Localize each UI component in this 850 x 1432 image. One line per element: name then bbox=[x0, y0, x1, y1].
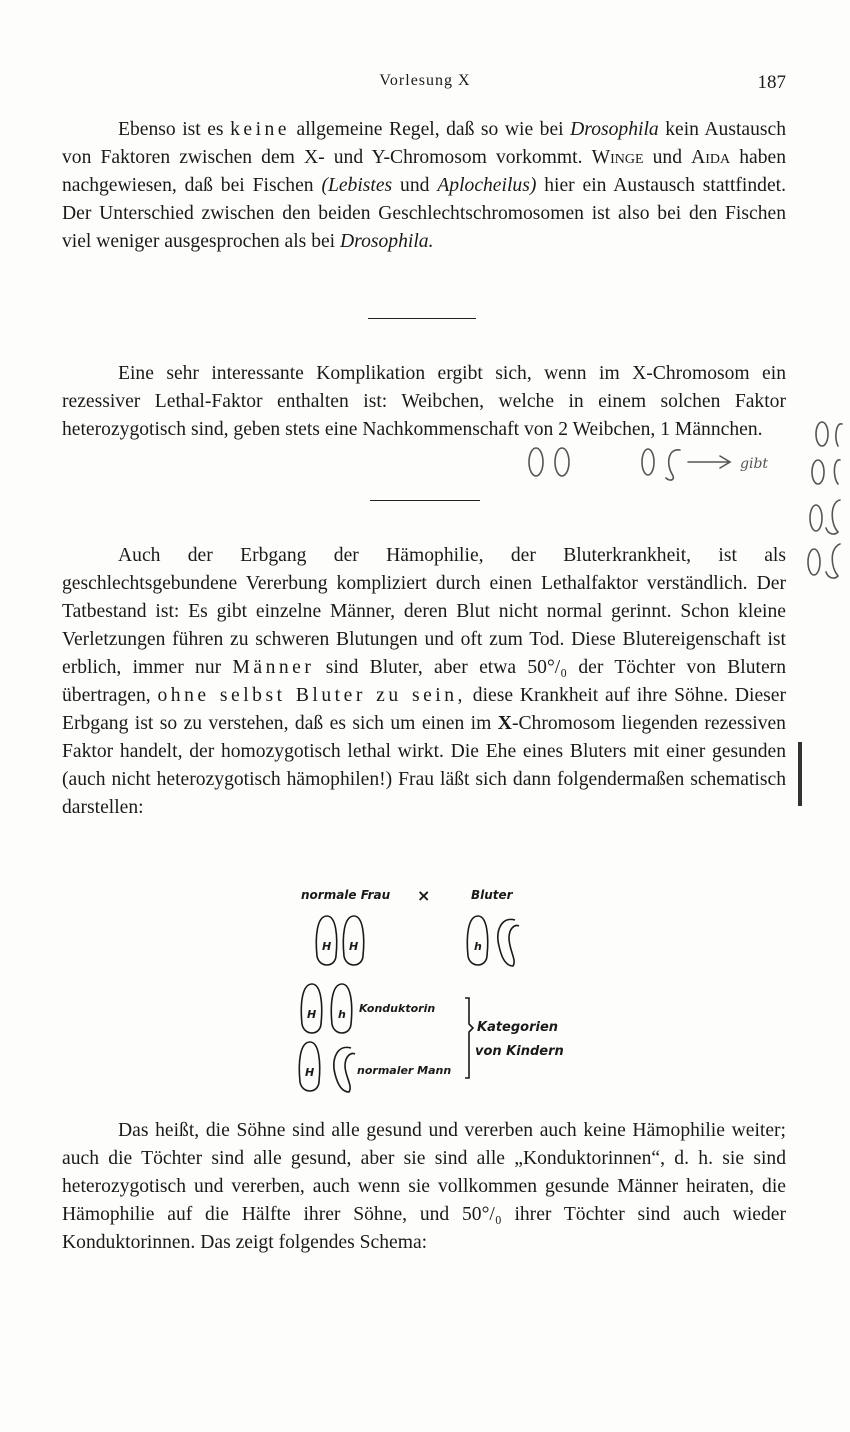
sketch-chromosome-icon bbox=[555, 448, 569, 476]
page-header bbox=[0, 72, 850, 98]
y-chromosome-icon bbox=[334, 1047, 355, 1092]
text-run: hier ein Austausch stattfindet. Der Unterschied zwischen den beiden Geschlechtschromosomen ist also bei den Fischen viel weniger ausgesprochen als bei bbox=[62, 175, 787, 252]
sketch-y-chromosome-icon bbox=[836, 424, 842, 446]
text-run: Drosophila. bbox=[340, 231, 434, 252]
sketch-y-chromosome-icon bbox=[826, 544, 840, 578]
text-run: Eine sehr interessante Komplikation ergibt sich, wenn im X-Chromosom ein rezessiver Lethal-Faktor enthalten ist: Weibchen, welche in einem solchen Faktor heterozygotisch sind, geben stets eine Nachkommenschaft von 2 Weibchen, 1 Männchen. bbox=[62, 363, 786, 440]
gene-label: H bbox=[307, 1008, 317, 1021]
sketch-y-chromosome-icon bbox=[834, 460, 840, 484]
arrow-icon bbox=[688, 456, 730, 468]
section-divider bbox=[370, 500, 480, 501]
text-run: Auch der Erbgang der Hämophilie, der Bluterkrankheit, ist als geschlechtsgebundene Vererbung kompliziert durch einen Lethalfaktor verständlich. Der Tatbestand ist: Es gibt einzelne Männer, deren Blut nicht normal gerinnt. Schon kleine Verletzungen führen zu schweren Blutungen und oft zum Tod. Diese Blutereigenschaft ist erblich, immer nur bbox=[62, 545, 786, 678]
sketch-y-chromosome-icon bbox=[666, 450, 680, 480]
inheritance-diagram bbox=[295, 880, 575, 1090]
text-run: sind Bluter, aber etwa 50°/₀ der Töchter von Blutern übertragen, bbox=[62, 657, 786, 706]
sketch-y-chromosome-icon bbox=[826, 500, 840, 534]
gene-label: h bbox=[474, 940, 482, 953]
paragraph-drosophila bbox=[62, 116, 786, 256]
text-run: -Chromosom liegenden rezessiven Faktor handelt, der homozygotisch lethal wirkt. Die Ehe eines Bluters mit einer gesunden (auch nicht heterozygotisch hämophilen!) Frau läßt sich dann folgendermaßen schematisch darstellen: bbox=[62, 713, 786, 818]
text-run: Drosophila bbox=[570, 119, 659, 140]
running-title: Vorlesung X bbox=[379, 72, 471, 89]
text-run: haben nachgewiesen, daß bei Fischen bbox=[62, 147, 787, 196]
text-run: ohne selbst Bluter zu sein, bbox=[157, 685, 466, 706]
bracket-icon bbox=[465, 998, 473, 1078]
categories-label: Kategorien bbox=[477, 1020, 559, 1035]
sketch-chromosome-icon bbox=[808, 549, 820, 575]
text-run: Das heißt, die Söhne sind alle gesund und vererben auch keine Hämophilie weiter; auch die Töchter sind alle gesund, aber sie sind alle „Konduktorinnen“, d. h. sie sind heterozygotisch und vererben, auch wenn sie vollkommen gesunde Männer heiraten, die Hämophilie auf die Hälfte ihrer Söhne, und 50°/₀ ihrer Töchter sind auch wieder Konduktorinnen. Das zeigt folgendes Schema: bbox=[62, 1120, 786, 1253]
gives-annotation: gibt bbox=[740, 456, 769, 472]
sketch-chromosome-icon bbox=[812, 460, 824, 484]
text-run: diese Krankheit auf ihre Söhne. Dieser Erbgang ist so zu verstehen, daß es sich um einen im bbox=[62, 685, 786, 734]
text-run: Ebenso ist es bbox=[118, 119, 231, 140]
text-run: keine bbox=[230, 119, 291, 140]
text-run: (Lebistes bbox=[321, 175, 393, 196]
text-run: allgemeine Regel, daß so wie bei bbox=[290, 119, 571, 140]
sketch-chromosome-icon bbox=[816, 422, 828, 446]
page-number: 187 bbox=[757, 72, 786, 93]
text-run: Aplocheilus) bbox=[437, 175, 537, 196]
normal-woman-label: normale Frau bbox=[301, 888, 391, 902]
sketch-chromosome-icon bbox=[642, 449, 654, 475]
handwritten-annotations bbox=[520, 440, 850, 590]
paragraph-lethal-factor bbox=[62, 360, 786, 444]
text-run: Männer bbox=[232, 657, 315, 678]
bleeder-label: Bluter bbox=[471, 888, 513, 902]
section-divider bbox=[368, 318, 476, 319]
text-run: und bbox=[392, 175, 438, 196]
children-label: von Kindern bbox=[475, 1044, 564, 1059]
gene-label: H bbox=[322, 940, 332, 953]
y-chromosome-icon bbox=[498, 919, 519, 966]
sketch-chromosome-icon bbox=[810, 505, 822, 531]
text-run: Winge bbox=[591, 147, 644, 168]
gene-label: H bbox=[349, 940, 359, 953]
text-run: X bbox=[497, 713, 512, 734]
carrier-label: Konduktorin bbox=[359, 1002, 436, 1015]
text-run: Aida bbox=[691, 147, 731, 168]
gene-label: h bbox=[338, 1008, 346, 1021]
sketch-chromosome-icon bbox=[529, 448, 543, 476]
text-run: und bbox=[643, 147, 692, 168]
cross-symbol: × bbox=[417, 886, 431, 905]
gene-label: H bbox=[305, 1066, 315, 1079]
normal-man-label: normaler Mann bbox=[357, 1064, 452, 1077]
paragraph-conductors bbox=[62, 1117, 786, 1257]
text-run: kein Austausch von Faktoren zwischen dem X- und Y-Chromosom vorkommt. bbox=[62, 119, 787, 168]
margin-mark bbox=[798, 742, 802, 806]
